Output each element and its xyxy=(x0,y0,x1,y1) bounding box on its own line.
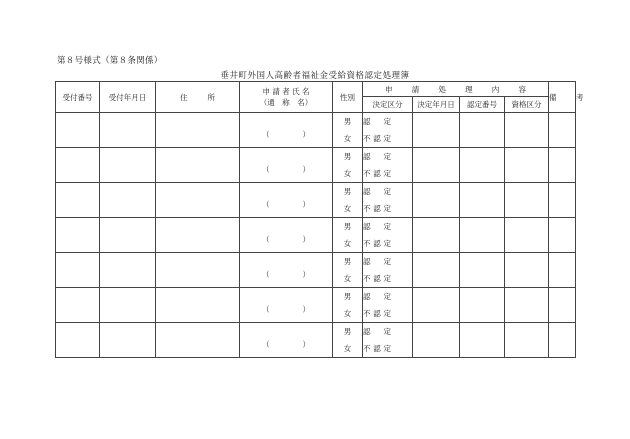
header-processing-char: 理 xyxy=(465,84,473,94)
decision-date-cell[interactable] xyxy=(413,323,460,358)
decision-certified: 認 定 xyxy=(363,292,391,301)
receipt-date-cell[interactable] xyxy=(100,323,156,358)
header-alias-label: （通 称 名） xyxy=(259,98,313,107)
remarks-cell[interactable] xyxy=(549,288,576,323)
sex-female: 女 xyxy=(343,239,352,248)
decision-certified: 認 定 xyxy=(363,327,391,336)
sex-male: 男 xyxy=(343,257,352,266)
header-processing-char: 内 xyxy=(491,84,500,94)
header-processing-char: 申 xyxy=(385,84,393,94)
receipt-date-cell[interactable] xyxy=(100,253,156,288)
paren-close: ） xyxy=(302,305,310,314)
table-row xyxy=(56,253,576,288)
header-address xyxy=(156,82,240,113)
header-decision-date: 決定年月日 xyxy=(413,97,460,113)
eligibility-category-cell[interactable] xyxy=(505,113,549,148)
paren-close: ） xyxy=(302,340,310,349)
remarks-cell[interactable] xyxy=(549,148,576,183)
decision-date-cell[interactable] xyxy=(413,148,460,183)
paren-open: （ xyxy=(262,340,270,349)
certification-number-cell[interactable] xyxy=(460,113,505,148)
sex-cell[interactable] xyxy=(333,253,363,288)
decision-not-certified: 不認定 xyxy=(363,134,391,143)
paren-close: ） xyxy=(302,130,310,139)
receipt-number-cell[interactable] xyxy=(56,323,100,358)
sex-male: 男 xyxy=(343,187,352,196)
header-certification-number: 認定番号 xyxy=(460,97,505,113)
sex-female: 女 xyxy=(343,344,352,353)
remarks-cell[interactable] xyxy=(549,323,576,358)
decision-category-cell[interactable] xyxy=(363,288,413,323)
table-row xyxy=(56,288,576,323)
sex-cell[interactable] xyxy=(333,183,363,218)
header-receipt-number: 受付番号 xyxy=(56,82,100,113)
header-decision-category: 決定区分 xyxy=(363,97,413,113)
sex-female: 女 xyxy=(343,134,352,143)
decision-category-cell[interactable] xyxy=(363,218,413,253)
certification-number-cell[interactable] xyxy=(460,253,505,288)
eligibility-category-cell[interactable] xyxy=(505,148,549,183)
remarks-cell[interactable] xyxy=(549,218,576,253)
decision-not-certified: 不認定 xyxy=(363,344,391,353)
paren-close: ） xyxy=(302,165,310,174)
header-receipt-date: 受付年月日 xyxy=(100,82,156,113)
sex-cell[interactable] xyxy=(333,288,363,323)
receipt-number-cell[interactable] xyxy=(56,148,100,183)
certification-number-cell[interactable] xyxy=(460,218,505,253)
paren-open: （ xyxy=(262,305,270,314)
sex-cell[interactable] xyxy=(333,218,363,253)
eligibility-category-cell[interactable] xyxy=(505,323,549,358)
form-title: 垂井町外国人高齢者福祉金受給資格認定処理簿 xyxy=(220,71,410,81)
decision-certified: 認 定 xyxy=(363,117,391,126)
header-applicant-name-label: 申 請 者 氏 名 xyxy=(262,87,310,96)
decision-certified: 認 定 xyxy=(363,257,391,266)
sex-male: 男 xyxy=(343,327,352,336)
paren-close: ） xyxy=(302,200,310,209)
table-row xyxy=(56,148,576,183)
receipt-number-cell[interactable] xyxy=(56,113,100,148)
applicant-name-cell[interactable] xyxy=(240,323,333,358)
header-remarks: 備 考 xyxy=(549,82,576,113)
decision-not-certified: 不認定 xyxy=(363,239,391,248)
sex-female: 女 xyxy=(343,309,352,318)
sex-male: 男 xyxy=(343,117,352,126)
eligibility-category-cell[interactable] xyxy=(505,218,549,253)
sex-cell[interactable] xyxy=(333,148,363,183)
certification-number-cell[interactable] xyxy=(460,148,505,183)
sex-male: 男 xyxy=(343,152,352,161)
decision-date-cell[interactable] xyxy=(413,288,460,323)
decision-not-certified: 不認定 xyxy=(363,169,391,178)
remarks-cell[interactable] xyxy=(549,183,576,218)
decision-category-cell[interactable] xyxy=(363,323,413,358)
address-cell[interactable] xyxy=(156,113,240,148)
applicant-name-cell[interactable] xyxy=(240,113,333,148)
sex-male: 男 xyxy=(343,222,352,231)
header-processing xyxy=(363,82,549,97)
address-cell[interactable] xyxy=(156,148,240,183)
table-row xyxy=(56,218,576,253)
address-cell[interactable] xyxy=(156,288,240,323)
decision-date-cell[interactable] xyxy=(413,253,460,288)
register-table xyxy=(55,81,590,358)
paren-open: （ xyxy=(262,200,270,209)
remarks-cell[interactable] xyxy=(549,113,576,148)
address-cell[interactable] xyxy=(156,323,240,358)
address-cell[interactable] xyxy=(156,218,240,253)
table-row xyxy=(56,323,576,358)
register-body xyxy=(56,113,576,358)
header-sex: 性別 xyxy=(333,82,363,113)
table-row xyxy=(56,183,576,218)
header-eligibility-category: 資格区分 xyxy=(505,97,549,113)
decision-category-cell[interactable] xyxy=(363,148,413,183)
sex-cell[interactable] xyxy=(333,113,363,148)
certification-number-cell[interactable] xyxy=(460,323,505,358)
paren-close: ） xyxy=(302,235,310,244)
sex-female: 女 xyxy=(343,169,352,178)
header-processing-char: 容 xyxy=(518,84,526,94)
header-processing-char: 請 xyxy=(411,84,420,94)
receipt-number-cell[interactable] xyxy=(56,183,100,218)
paren-open: （ xyxy=(262,270,270,279)
paren-open: （ xyxy=(262,235,270,244)
receipt-date-cell[interactable] xyxy=(100,113,156,148)
decision-date-cell[interactable] xyxy=(413,113,460,148)
paren-open: （ xyxy=(262,130,270,139)
applicant-name-cell[interactable] xyxy=(240,253,333,288)
sex-female: 女 xyxy=(343,204,352,213)
address-cell[interactable] xyxy=(156,183,240,218)
decision-not-certified: 不認定 xyxy=(363,274,391,283)
applicant-name-cell[interactable] xyxy=(240,288,333,323)
applicant-name-cell[interactable] xyxy=(240,148,333,183)
sex-cell[interactable] xyxy=(333,323,363,358)
receipt-number-cell[interactable] xyxy=(56,253,100,288)
receipt-number-cell[interactable] xyxy=(56,218,100,253)
applicant-name-cell[interactable] xyxy=(240,183,333,218)
paren-close: ） xyxy=(302,270,310,279)
decision-certified: 認 定 xyxy=(363,187,391,196)
certification-number-cell[interactable] xyxy=(460,183,505,218)
header-address-char-1: 住 xyxy=(180,92,188,102)
paren-open: （ xyxy=(262,165,270,174)
table-row xyxy=(56,113,576,148)
decision-not-certified: 不認定 xyxy=(363,204,391,213)
decision-certified: 認 定 xyxy=(363,222,391,231)
form-number: 第８号様式（第８条関係） xyxy=(57,56,163,66)
eligibility-category-cell[interactable] xyxy=(505,183,549,218)
receipt-date-cell[interactable] xyxy=(100,183,156,218)
receipt-date-cell[interactable] xyxy=(100,148,156,183)
receipt-date-cell[interactable] xyxy=(100,218,156,253)
certification-number-cell[interactable] xyxy=(460,288,505,323)
decision-date-cell[interactable] xyxy=(413,218,460,253)
decision-certified: 認 定 xyxy=(363,152,391,161)
address-cell[interactable] xyxy=(156,253,240,288)
decision-not-certified: 不認定 xyxy=(363,309,391,318)
eligibility-category-cell[interactable] xyxy=(505,288,549,323)
sex-female: 女 xyxy=(343,274,352,283)
header-address-char-2: 所 xyxy=(207,92,215,102)
header-processing-char: 処 xyxy=(438,84,446,94)
sex-male: 男 xyxy=(343,292,352,301)
receipt-number-cell[interactable] xyxy=(56,288,100,323)
decision-date-cell[interactable] xyxy=(413,183,460,218)
decision-category-cell[interactable] xyxy=(363,113,413,148)
applicant-name-cell[interactable] xyxy=(240,218,333,253)
remarks-cell[interactable] xyxy=(549,253,576,288)
header-applicant-name xyxy=(240,82,333,113)
eligibility-category-cell[interactable] xyxy=(505,253,549,288)
decision-category-cell[interactable] xyxy=(363,183,413,218)
decision-category-cell[interactable] xyxy=(363,253,413,288)
receipt-date-cell[interactable] xyxy=(100,288,156,323)
